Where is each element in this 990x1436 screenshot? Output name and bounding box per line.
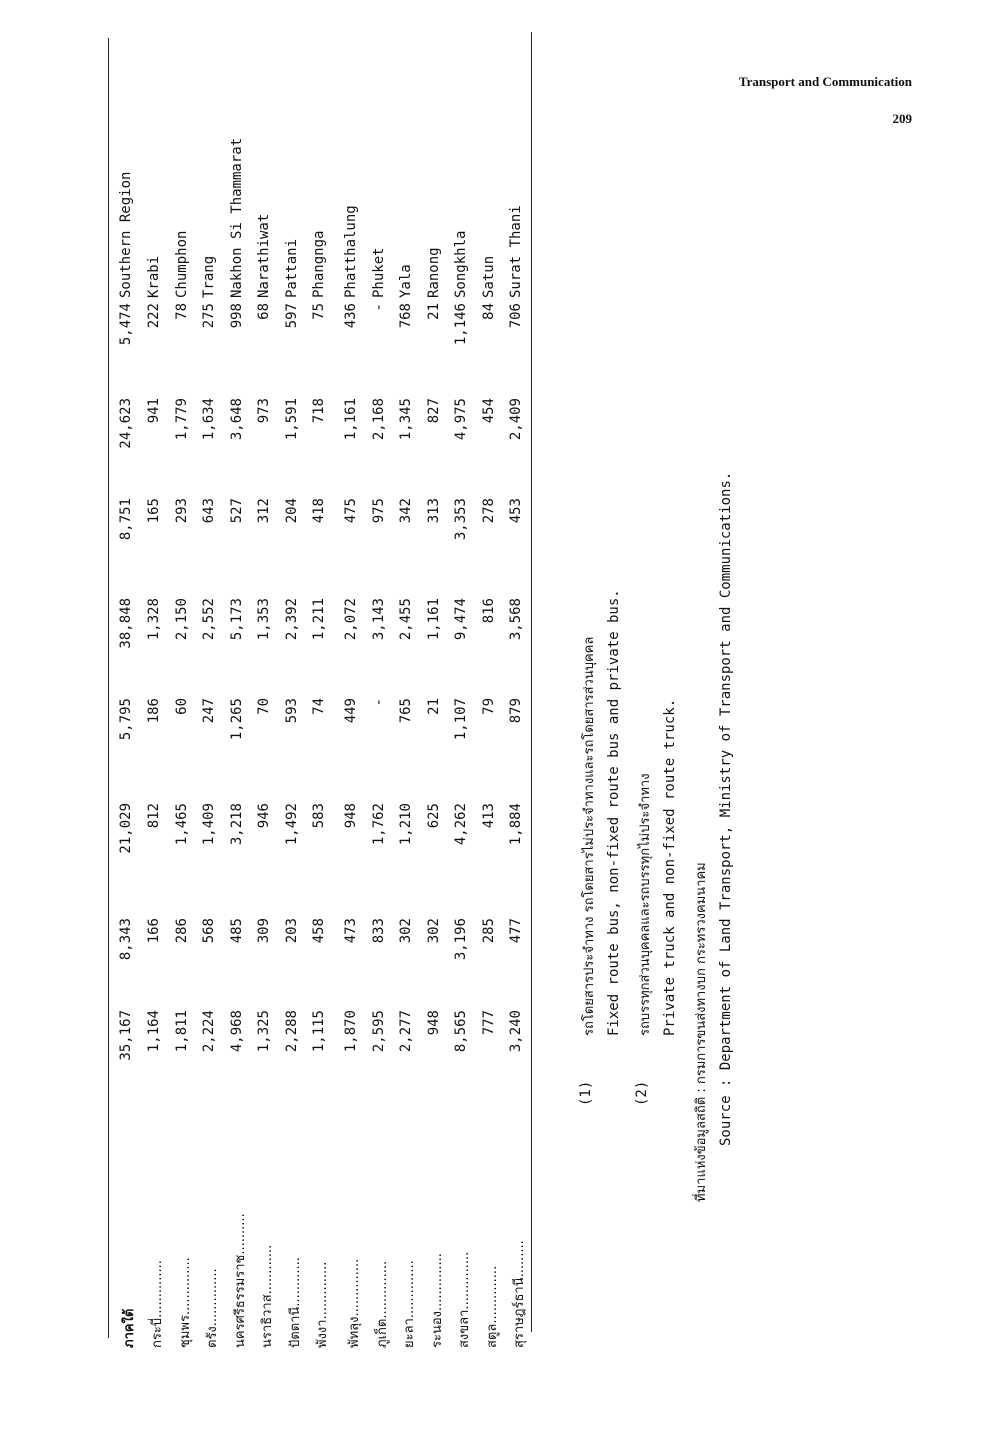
note-2-thai: รถบรรทุกส่วนบุคคลและรถบรรทุกไม่ประจำทาง [638, 773, 653, 1036]
cell: 477 [508, 918, 524, 944]
cell: 527 [228, 498, 245, 524]
table-row [174, 48, 198, 1348]
cell: 973 [256, 398, 272, 424]
table-row [284, 48, 308, 1348]
cell: 941 [146, 398, 162, 424]
cell: 1,465 [173, 803, 190, 846]
row-name-en: Nakhon Si Thammarat [228, 137, 245, 298]
cell: 449 [343, 698, 359, 724]
table-row [256, 48, 280, 1348]
cell: 2,392 [283, 598, 300, 641]
cell: 765 [398, 698, 414, 724]
cell: 204 [283, 498, 300, 524]
cell: 1,870 [343, 1010, 359, 1053]
cell: 453 [508, 498, 524, 524]
cell: 8,343 [118, 918, 134, 961]
cell: 473 [343, 918, 359, 944]
cell: 78 [173, 303, 190, 320]
cell: 60 [173, 698, 190, 715]
cell: 816 [480, 598, 497, 624]
cell: 1,161 [343, 398, 359, 441]
cell: 1,325 [256, 1010, 272, 1053]
cell: 485 [228, 918, 245, 944]
cell: 4,968 [228, 1010, 245, 1053]
cell: 1,353 [256, 598, 272, 641]
row-name-th: ภาคใต้ [122, 1308, 137, 1348]
table-row [229, 48, 253, 1348]
row-name-en: Phatthalung [343, 205, 359, 298]
row-name-en: Krabi [146, 255, 162, 298]
cell: 5,474 [118, 303, 134, 346]
cell: 1,591 [283, 398, 300, 441]
cell: 2,168 [370, 398, 387, 441]
cell: 413 [480, 803, 497, 829]
row-name-th: นครศรีธรรมราช.......... [232, 1213, 248, 1348]
cell: 2,150 [173, 598, 190, 641]
row-name-en: Satun [480, 255, 497, 298]
cell: 2,224 [201, 1010, 217, 1053]
cell: 166 [146, 918, 162, 944]
row-name-en: Ranong [425, 247, 442, 298]
cell: 1,634 [201, 398, 217, 441]
note-2-marker: (2) [634, 1080, 650, 1106]
source-english: Source : Department of Land Transport, Ministry of Transport and Communications. [718, 471, 734, 1146]
cell: 68 [256, 303, 272, 320]
cell: 1,811 [173, 1010, 190, 1053]
row-name-en: Southern Region [118, 171, 134, 298]
table-row [146, 48, 170, 1348]
cell: 35,167 [118, 1010, 134, 1061]
cell: 286 [173, 918, 190, 944]
row-name-th: กระบี่.............. [150, 1260, 165, 1348]
table-row [426, 48, 450, 1348]
cell: 1,328 [146, 598, 162, 641]
cell: 293 [173, 498, 190, 524]
cell: 1,161 [425, 598, 442, 641]
row-name-th: ตรัง.............. [205, 1268, 220, 1348]
row-name-en: Trang [201, 255, 217, 298]
cell: 1,884 [508, 803, 524, 846]
cell: 3,196 [453, 918, 469, 961]
cell: 1,492 [283, 803, 300, 846]
cell: 1,115 [311, 1010, 327, 1053]
row-name-en: Songkhla [453, 230, 469, 298]
cell: 1,210 [398, 803, 414, 846]
cell: 454 [480, 398, 497, 424]
row-name-en: Chumphon [173, 230, 190, 298]
cell: 827 [425, 398, 442, 424]
cell: 718 [311, 398, 327, 424]
cell: 165 [146, 498, 162, 524]
note-1-english: Fixed route bus, non-fixed route bus and private bus. [606, 589, 622, 1036]
cell: 583 [311, 803, 327, 829]
cell: 643 [201, 498, 217, 524]
cell: 247 [201, 698, 217, 724]
cell: 3,648 [228, 398, 245, 441]
cell: 1,409 [201, 803, 217, 846]
cell: 38,848 [118, 598, 134, 649]
row-name-en: Narathiwat [256, 213, 272, 298]
cell: 948 [425, 1010, 442, 1036]
cell: 9,474 [453, 598, 469, 641]
cell: 5,173 [228, 598, 245, 641]
cell: 278 [480, 498, 497, 524]
row-name-th: นราธิวาส............ [260, 1244, 275, 1348]
cell: 21 [425, 303, 442, 320]
row-name-en: Pattani [283, 238, 300, 298]
cell: 2,455 [398, 598, 414, 641]
cell: 203 [283, 918, 300, 944]
cell: 475 [343, 498, 359, 524]
cell: 3,240 [508, 1010, 524, 1053]
cell: 186 [146, 698, 162, 724]
cell: 70 [256, 698, 272, 715]
cell: 593 [283, 698, 300, 724]
cell: 946 [256, 803, 272, 829]
table-row [508, 48, 532, 1348]
cell: 302 [398, 918, 414, 944]
cell: 418 [311, 498, 327, 524]
cell: 948 [343, 803, 359, 829]
table-row [343, 48, 367, 1348]
note-2-english: Private truck and non-fixed route truck. [662, 698, 678, 1036]
cell: 313 [425, 498, 442, 524]
cell: 3,568 [508, 598, 524, 641]
cell: 1,164 [146, 1010, 162, 1053]
page-number: 209 [892, 111, 912, 126]
cell: 625 [425, 803, 442, 829]
row-name-en: Phangnga [311, 230, 327, 298]
cell: 833 [370, 918, 387, 944]
row-name-th: ระนอง.............. [429, 1253, 445, 1348]
row-name-th: พังงา.............. [315, 1261, 330, 1348]
cell: 84 [480, 303, 497, 320]
cell: 458 [311, 918, 327, 944]
row-name-en: Phuket [370, 247, 387, 298]
table-row-region [118, 48, 142, 1348]
running-header-title: Transport and Communication [738, 74, 912, 89]
cell: 302 [425, 918, 442, 944]
cell: 597 [283, 303, 300, 329]
row-name-th: ภูเก็ต.............. [374, 1260, 390, 1348]
cell: 2,072 [343, 598, 359, 641]
row-name-en: Surat Thani [508, 205, 524, 298]
table-row [453, 48, 477, 1348]
cell: 2,409 [508, 398, 524, 441]
cell: 1,345 [398, 398, 414, 441]
cell: - [370, 698, 387, 707]
note-1-thai: รถโดยสารประจำทาง รถโดยสารไม่ประจำทางและรถโดยสารส่วนบุคคล [582, 636, 597, 1036]
cell: 2,552 [201, 598, 217, 641]
cell: 3,353 [453, 498, 469, 541]
row-name-th: พัทลุง.............. [347, 1258, 362, 1348]
cell: 1,107 [453, 698, 469, 741]
cell: 768 [398, 303, 414, 329]
row-name-en: Yala [398, 264, 414, 298]
cell: 436 [343, 303, 359, 329]
cell: 706 [508, 303, 524, 329]
cell: 8,751 [118, 498, 134, 541]
cell: 777 [480, 1010, 497, 1036]
cell: 79 [480, 698, 497, 715]
cell: 568 [201, 918, 217, 944]
table-row [371, 48, 395, 1348]
cell: 21 [425, 698, 442, 715]
table-row [481, 48, 505, 1348]
note-1-marker: (1) [578, 1080, 594, 1106]
cell: 812 [146, 803, 162, 829]
table-row [398, 48, 422, 1348]
table-top-rule [108, 38, 109, 1338]
cell: 8,565 [453, 1010, 469, 1053]
row-name-th: สุราษฎร์ธานี......... [512, 1240, 527, 1348]
cell: 1,762 [370, 803, 387, 846]
cell: 975 [370, 498, 387, 524]
cell: 75 [311, 303, 327, 320]
row-name-th: สงขลา.............. [457, 1251, 472, 1348]
cell: 1,146 [453, 303, 469, 346]
cell: 275 [201, 303, 217, 329]
cell: 74 [311, 698, 327, 715]
cell: 1,779 [173, 398, 190, 441]
cell: 285 [480, 918, 497, 944]
row-name-th: ยะลา.............. [402, 1260, 417, 1348]
table-row [201, 48, 225, 1348]
cell: 2,595 [370, 1010, 387, 1053]
cell: 3,143 [370, 598, 387, 641]
cell: 4,262 [453, 803, 469, 846]
cell: 1,265 [228, 698, 245, 741]
table-row [311, 48, 335, 1348]
cell: 312 [256, 498, 272, 524]
cell: 21,029 [118, 803, 134, 854]
cell: - [370, 303, 387, 312]
cell: 998 [228, 303, 245, 329]
cell: 4,975 [453, 398, 469, 441]
row-name-th: ชุมพร.............. [177, 1257, 193, 1348]
cell: 3,218 [228, 803, 245, 846]
cell: 222 [146, 303, 162, 329]
cell: 309 [256, 918, 272, 944]
cell: 24,623 [118, 398, 134, 449]
cell: 342 [398, 498, 414, 524]
row-name-th: สตูล.............. [484, 1265, 500, 1348]
cell: 1,211 [311, 598, 327, 641]
cell: 879 [508, 698, 524, 724]
source-thai: ที่มาแห่งข้อมูลสถิติ : กรมการขนส่งทางบก กระทรวงคมนาคม [694, 862, 709, 1202]
cell: 2,288 [283, 1010, 300, 1053]
row-name-th: ปัตตานี............ [287, 1257, 303, 1348]
cell: 2,277 [398, 1010, 414, 1053]
cell: 5,795 [118, 698, 134, 741]
